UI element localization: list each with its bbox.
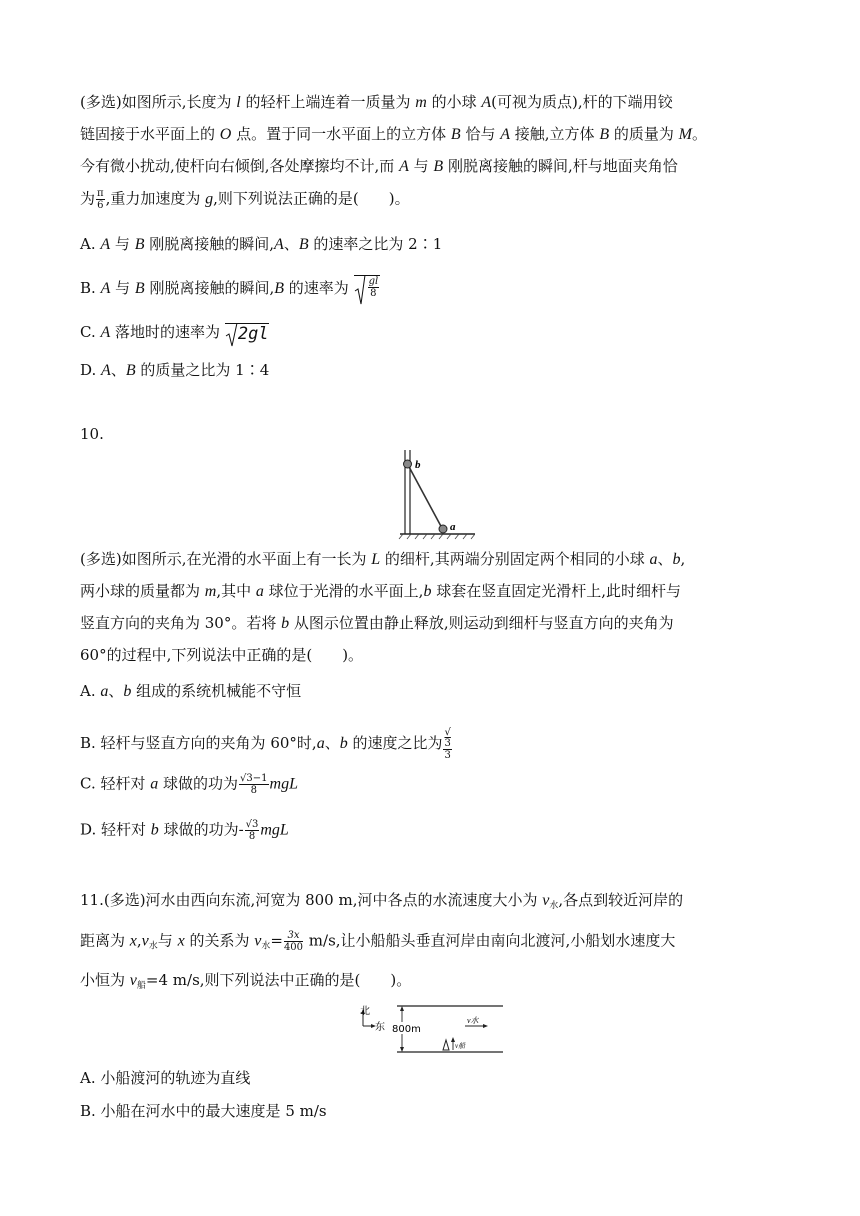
sqrt-2gl: 2gl [225, 323, 269, 344]
svg-text:v水: v水 [467, 1016, 479, 1025]
svg-text:a: a [450, 521, 456, 533]
q11-stem-line-2: 距离为 $x,v_水$与 x 的关系为 $v_水=$ $\frac{3x}{400}$ m/s,让小船船头垂直河岸由南向北渡河,小船划水速度大 [80, 930, 676, 953]
q10-stem-line-3: 竖直方向的夹角为 30°。若将 b 从图示位置由静止释放,则运动到细杆与竖直方向的夹角为 [80, 614, 674, 632]
svg-text:b: b [415, 459, 421, 471]
3x-over-400-fraction: $\frac{3x}{400}$ [283, 930, 304, 953]
q10-rod-figure [395, 450, 475, 540]
sqrt3-over-3-fraction: √ 3 3 [444, 727, 451, 761]
svg-text:东: 东 [375, 1022, 385, 1033]
q11-stem-line-3: 小恒为 $v_船=4$ m/s,则下列说法中正确的是( )。 [80, 971, 412, 991]
q9-option-d: D. A、B 的质量之比为 1∶4 [80, 361, 270, 379]
svg-text:800m: 800m [392, 1024, 421, 1035]
q10-stem-line-4: 60°的过程中,下列说法中正确的是( )。 [80, 646, 364, 664]
q10-stem-line-2: 两小球的质量都为 m,其中 a 球位于光滑的水平面上,b 球套在竖直固定光滑杆上,此时细杆与 [80, 582, 681, 600]
q9-stem-line-3: 今有微小扰动,使杆向右倾倒,各处摩擦均不计,而 A 与 B 刚脱离接触的瞬间,杆与地面夹角恰 [80, 157, 678, 175]
sqrt-gl-over-8: $\frac{gl}{8}$ [354, 275, 381, 299]
q11-river-figure [355, 1000, 505, 1058]
q10-option-d: D. 轻杆对 b 球做的功为- $\frac{√3}{8}$ mgL [80, 819, 289, 842]
q9-option-a: A. A 与 B 刚脱离接触的瞬间,A、B 的速率之比为 2∶1 [80, 235, 443, 253]
pi-over-6-fraction: $\frac{\pi}{6}$ [97, 188, 104, 211]
q11-stem-line-1: 11.(多选)河水由西向东流,河宽为 800 m,河中各点的水流速度大小为 $v_水$,各点到较近河岸的 [80, 891, 684, 911]
q9-stem-line-1: (多选)如图所示,长度为 l 的轻杆上端连着一质量为 m 的小球 A(可视为质点),杆的下端用铰 [80, 93, 673, 111]
q11-option-b: B. 小船在河水中的最大速度是 5 m/s [80, 1102, 327, 1120]
svg-text:v船: v船 [455, 1042, 466, 1050]
svg-text:北: 北 [360, 1006, 370, 1017]
sqrt3-minus-1-over-8-fraction: $\frac{√3-1}{8}$ [240, 773, 268, 796]
neg-sqrt3-over-8-fraction: $\frac{√3}{8}$ [245, 819, 259, 842]
q9-option-b: B. A 与 B 刚脱离接触的瞬间,B 的速率为 $\frac{gl}{8}$ [80, 278, 380, 299]
q11-option-a: A. 小船渡河的轨迹为直线 [80, 1069, 251, 1087]
q10-option-a: A. a、b 组成的系统机械能不守恒 [80, 682, 302, 700]
q10-stem-line-1: (多选)如图所示,在光滑的水平面上有一长为 L 的细杆,其两端分别固定两个相同的小球 a、b, [80, 550, 686, 568]
q9-stem-line-2: 链固接于水平面上的 O 点。置于同一水平面上的立方体 B 恰与 A 接触,立方体 B 的质量为 M。 [80, 125, 707, 143]
q10-number: 10. [80, 425, 104, 443]
q10-option-c: C. 轻杆对 a 球做的功为 $\frac{√3-1}{8}$ mgL [80, 773, 298, 796]
q9-option-c: C. A 落地时的速率为 2gl [80, 323, 269, 344]
q10-option-b: B. 轻杆与竖直方向的夹角为 60°时,a、b 的速度之比为 √ 3 3 [80, 727, 451, 761]
q9-stem-line-4: 为 $\frac{\pi}{6}$ ,重力加速度为 g,则下列说法正确的是( )。 [80, 188, 410, 211]
